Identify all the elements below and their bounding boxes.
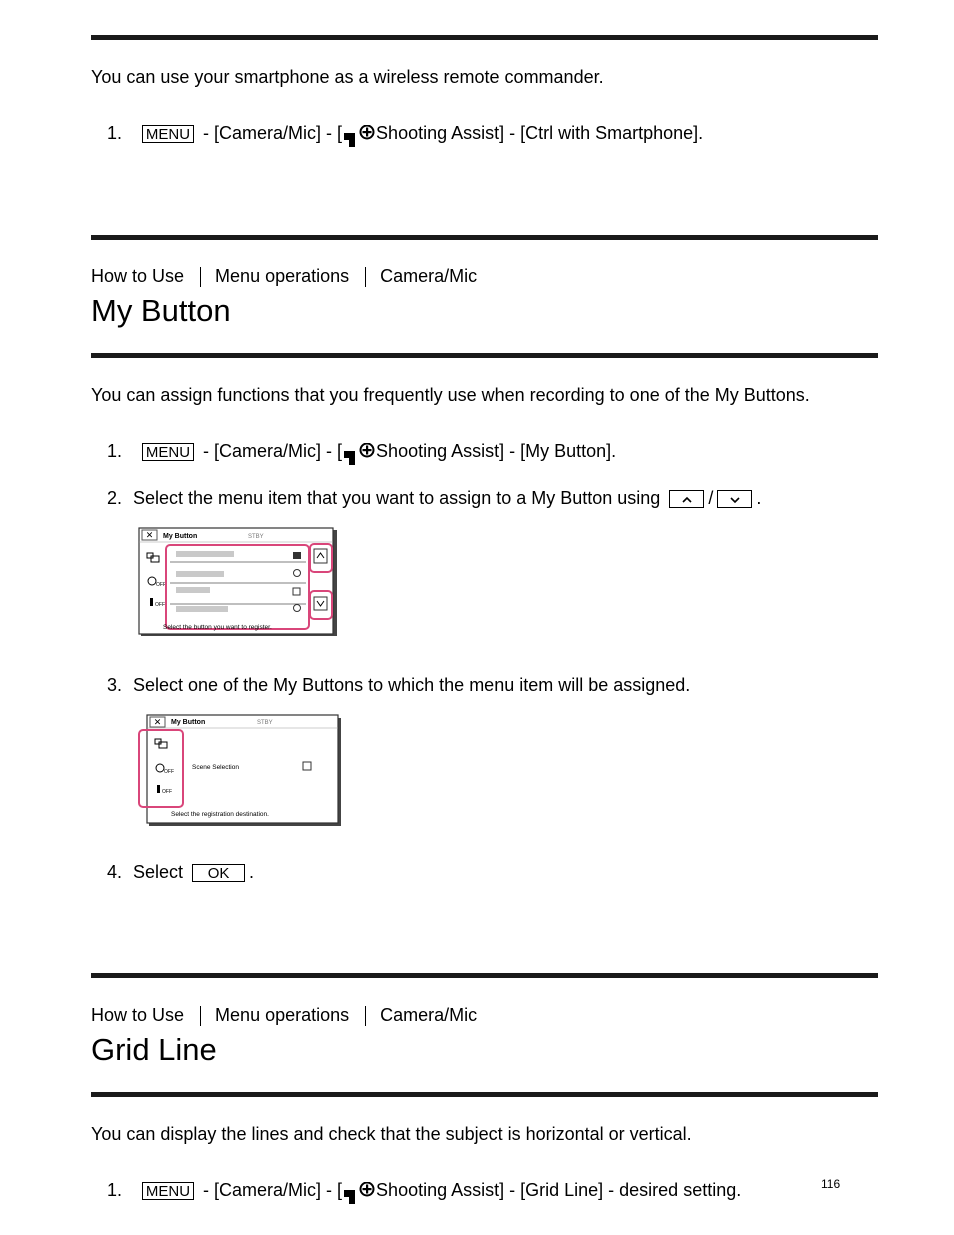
step-number: 1. bbox=[107, 441, 123, 461]
page-title: My Button bbox=[91, 293, 231, 328]
shooting-assist-icon bbox=[342, 1182, 376, 1204]
step-item bbox=[107, 487, 761, 509]
step-item bbox=[107, 861, 254, 883]
page-title: Grid Line bbox=[91, 1032, 217, 1067]
up-arrow-button-icon bbox=[669, 490, 704, 508]
breadcrumb-item[interactable]: Menu operations bbox=[215, 266, 350, 286]
step-text: - [Camera/Mic] - [ bbox=[203, 1180, 343, 1200]
menu-button-icon: MENU bbox=[142, 1182, 194, 1200]
breadcrumb-separator bbox=[200, 267, 201, 287]
step-item bbox=[107, 674, 690, 696]
breadcrumb-item[interactable]: How to Use bbox=[91, 266, 185, 286]
camera-screen-2 bbox=[136, 712, 342, 827]
breadcrumb-item[interactable]: Camera/Mic bbox=[380, 1005, 478, 1025]
shooting-assist-icon bbox=[342, 125, 376, 147]
step-item bbox=[107, 1179, 741, 1202]
step-text: Select one of the My Buttons to which the menu item will be assigned. bbox=[133, 675, 691, 695]
section-rule bbox=[91, 973, 878, 978]
close-icon: ✕ bbox=[153, 717, 162, 727]
close-icon: ✕ bbox=[145, 530, 154, 540]
breadcrumb bbox=[91, 1004, 477, 1026]
step-text: . bbox=[756, 488, 762, 508]
step-text: Shooting Assist] - [Grid Line] - desired setting. bbox=[376, 1180, 742, 1200]
breadcrumb-item[interactable]: Menu operations bbox=[215, 1005, 350, 1025]
breadcrumb-separator bbox=[365, 267, 366, 287]
section-rule bbox=[91, 353, 878, 358]
svg-text:OFF: OFF bbox=[164, 769, 174, 775]
screen-footer: Select the registration destination. bbox=[171, 811, 269, 818]
screen-status: STBY bbox=[257, 720, 273, 726]
breadcrumb-item[interactable]: How to Use bbox=[91, 1005, 185, 1025]
svg-text:OFF: OFF bbox=[162, 789, 172, 795]
step-item bbox=[107, 440, 616, 463]
step-number: 4. bbox=[107, 862, 123, 882]
step-number: 3. bbox=[107, 675, 123, 695]
screen-footer: Select the button you want to register. bbox=[163, 624, 272, 631]
intro-text: You can assign functions that you frequently use when recording to one of the My Buttons. bbox=[91, 385, 810, 405]
section-rule bbox=[91, 235, 878, 240]
step-text: . bbox=[249, 862, 255, 882]
svg-text:OFF: OFF bbox=[156, 582, 166, 588]
section-rule bbox=[91, 1092, 878, 1097]
menu-button-icon: MENU bbox=[142, 125, 194, 143]
step-text: Select the menu item that you want to assign to a My Button using bbox=[133, 488, 661, 508]
step-text: - [Camera/Mic] - [ bbox=[203, 441, 343, 461]
shooting-assist-icon bbox=[342, 443, 376, 465]
page-number: 116 bbox=[821, 1177, 841, 1191]
step-item bbox=[107, 122, 703, 145]
slash-text: / bbox=[708, 488, 714, 508]
step-number: 1. bbox=[107, 1180, 123, 1200]
intro-text: You can display the lines and check that the subject is horizontal or vertical. bbox=[91, 1124, 692, 1144]
breadcrumb-separator bbox=[200, 1006, 201, 1026]
step-text: - [Camera/Mic] - [ bbox=[203, 123, 343, 143]
breadcrumb-separator bbox=[365, 1006, 366, 1026]
step-text: Shooting Assist] - [Ctrl with Smartphone]. bbox=[376, 123, 704, 143]
section-rule bbox=[91, 35, 878, 40]
screen-title: My Button bbox=[163, 533, 198, 540]
screen-title: My Button bbox=[171, 719, 206, 726]
down-arrow-button-icon bbox=[717, 490, 752, 508]
svg-text:OFF: OFF bbox=[155, 602, 165, 608]
step-number: 2. bbox=[107, 488, 123, 508]
ok-button-icon: OK bbox=[192, 864, 245, 882]
breadcrumb-item[interactable]: Camera/Mic bbox=[380, 266, 478, 286]
intro-text: You can use your smartphone as a wireless remote commander. bbox=[91, 67, 604, 87]
camera-screen-1 bbox=[136, 526, 342, 640]
step-text: Select bbox=[133, 862, 184, 882]
menu-button-icon: MENU bbox=[142, 443, 194, 461]
screen-item: Scene Selection bbox=[192, 764, 239, 771]
screen-status: STBY bbox=[248, 534, 264, 540]
step-number: 1. bbox=[107, 123, 123, 143]
step-text: Shooting Assist] - [My Button]. bbox=[376, 441, 617, 461]
breadcrumb bbox=[91, 265, 477, 287]
